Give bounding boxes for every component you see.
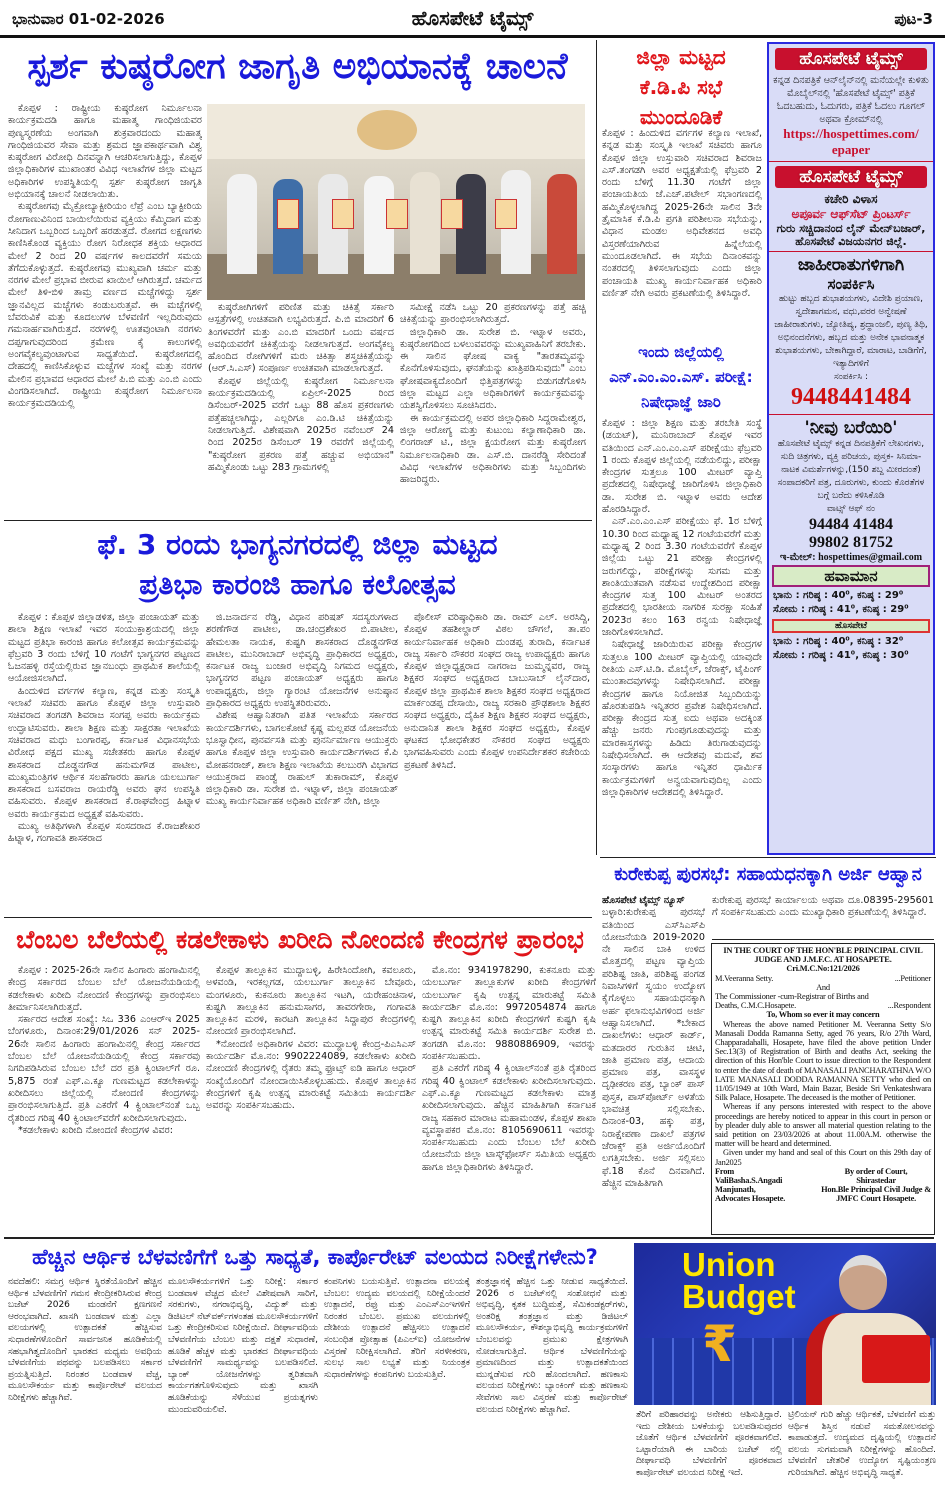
respondent: The Commissioner -cum-Registrar of Births and Deaths, C.M.C.Hosapete.: [715, 992, 869, 1011]
from-label: From: [715, 1166, 735, 1176]
article2-column-2: [206, 612, 398, 914]
briefcase-icon: [862, 1335, 930, 1383]
petitioner: M.Veeranna Setty.: [715, 973, 774, 983]
byline: ಹೊಸಪೇಟೆ ಟೈಮ್ಸ್ ನ್ಯೂಸ್: [602, 895, 685, 906]
nmms-headline: [600, 340, 762, 415]
order-line: By order of Court,: [844, 1166, 908, 1176]
headline-line: ಕೆ.ಡಿ.ಪಿ ಸಭೆ: [639, 75, 723, 99]
headline-line: ಪ್ರತಿಭಾ ಕಾರಂಜಿ ಹಾಗೂ ಕಲೋತ್ಸವ: [139, 568, 456, 601]
ads-text: ಹುಟ್ಟು ಹಬ್ಬದ ಶುಭಾಶಯಗಳು, ವಿದೇಶಿ ಪ್ರಯಾಣ, ಸ್ವದೇಶಾಗಮನ, ವಧು,ವರರ ಅನ್ವೇಷಣೆ ಜಾಹೀರಾತುಗಳು, ಜ್ಯೋತಿಷ್ಯ, ಶ್ರದ್ಧಾಂಜಲಿ, ಪುಣ್ಯ ತಿಥಿ, ಅಭಿನಂದನೆಗಳು, ಹಬ್ಬದ ಮತ್ತು ಅನೇಕ ಭಾವನಾತ್ಮಕ ಶುಭಾಶಯಗಳು, ಬೇಕಾಗಿದ್ದಾರೆ, ಮಾರಾಟ, ಬಾಡಿಗೆಗೆ, ಇತ್ಯಾದಿಗಳಿಗೆ: [774, 294, 928, 369]
sidebar-ads: [767, 42, 935, 855]
article2-headline: [0, 525, 595, 605]
weather-row: ಸೋಮ : ಗರಿಷ್ಠ : 41⁰, ಕನಿಷ್ಠ : 29⁰: [773, 604, 909, 615]
issue-date: ಭಾನುವಾರ 01-02-2026: [12, 10, 165, 28]
budget-title: Union Budget: [682, 1246, 796, 1315]
headline-line: ಎನ್.ಎಂ.ಎಂ.ಎಸ್. ಪರೀಕ್ಷೆ:: [609, 368, 753, 386]
weather-row: ಭಾನು : ಗರಿಷ್ಠ : 40⁰, ಕನಿಷ್ಠ : 32⁰: [773, 636, 904, 647]
paragraph: Whereas the above named Petitioner M. Veeranna Setty S/o Manasali Dodda Ramanna Setty, aged 76 years, R/o 27th Ward, Chapparadahalli, Hosapete, have filed the above petition Under Sec.13(3) of Registration of Birth and deaths Act, seeking the direction of this Hon'ble Court to issue direction to the Respondent to enter the date of death of MANASALI PANCHARATHNA W/O LATE MANASALI DODDA RAMANNA SETTY who died on 11/05/1949 at 10th Ward, Main Bazar, Beside Sri Venkateshwara Silk Palace, Hosapete. The deceased is the mother of Petitioner.: [715, 1019, 931, 1103]
paragraph: ಪೊಲೀಸ್ ವರಿಷ್ಠಾಧಿಕಾರಿ ಡಾ. ರಾಮ್ ಎಲ್. ಅರಸಿದ್ದಿ, ಕೊಪ್ಪಳ ತಹಶೀಲ್ದಾರ್ ವಿಠಲ ಚೌಗಲೆ, ತಾ.ಪಂ ಕಾರ್ಯನಿರ್ವಾಹಕ ಅಧಿಕಾರಿ ದುಂಡಪ್ಪ ತುರಾದಿ, ಕರ್ನಾಟಕ ರಾಜ್ಯ ಸರ್ಕಾರಿ ನೌಕರರ ಸಂಘದ ರಾಜ್ಯ ಉಪಾಧ್ಯಕ್ಷರು ಹಾಗೂ ಕೊಪ್ಪಳ ಜಿಲ್ಲಾಧ್ಯಕ್ಷರಾದ ನಾಗರಾಜ ಜುಮ್ಮನ್ನವರ, ರಾಜ್ಯ ಶಿಕ್ಷಕರ ಸಂಘದ ಅಧ್ಯಕ್ಷರಾದ ಬಾಬುಸಾಬ್ ಲೈನ್‌ದಾರ, ಕೊಪ್ಪಳ ಜಿಲ್ಲಾ ಪ್ರಾಥಮಿಕ ಶಾಲಾ ಶಿಕ್ಷಕರ ಸಂಘದ ಅಧ್ಯಕ್ಷರಾದ ಮಾರ್ಕಂಡಪ್ಪ ದೇಸಾಯಿ, ರಾಜ್ಯ ಸರಕಾರಿ ಪ್ರೌಢಶಾಲಾ ಶಿಕ್ಷಕರ ಸಂಘದ ಅಧ್ಯಕ್ಷರು, ದೈಹಿಕ ಶಿಕ್ಷಣ ಶಿಕ್ಷಕರ ಸಂಘದ ಅಧ್ಯಕ್ಷರು, ಅನುದಾನಿತ ಶಾಲಾ ಶಿಕ್ಷಕರ ಸಂಘದ ಅಧ್ಯಕ್ಷರು, ಕೊಪ್ಪಳ ಘಟಕದ ಭೋಧಕೇತರ ನೌಕರರ ಸಂಘದ ಅಧ್ಯಕ್ಷರು ಭಾಗವಹಿಸುವರು ಎಂದು ಕೊಪ್ಪಳ ಉಪನಿರ್ದೇಶಕರ ಕಚೇರಿಯ ಪ್ರಕಟಣೆ ತಿಳಿಸಿದೆ.: [404, 612, 590, 771]
divider: [769, 161, 933, 162]
paragraph: ಕುರೇಕುಪ್ಪ ಪುರಸಭೆ ಕಾರ್ಯಾಲಯ ಅಥವಾ ದೂ.08395-295601 ಗೆ ಸಂಪರ್ಕಿಸಬಹುದು ಎಂದು ಮುಖ್ಯಾಧಿಕಾರಿ ಪ್ರಕಟಣೆಯಲ್ಲಿ ತಿಳಿಸಿದ್ದಾರೆ.: [712, 895, 934, 919]
article4-column-6: ಟ್ರಿಲಿಯನ್ ಗುರಿ ಹೆಚ್ಚು ಆರ್ಥಿಕತೆ, ಬೆಳವಣಿಗೆ ಮತ್ತು ಆರ್ಥಿಕ ಶಿಸ್ತಿನ ನಡುವೆ ಸಮತೋಲನವನ್ನು ಕಾಪಾಡುತ್ತದೆ. ಉದ್ಯಮದ ದೃಷ್ಟಿಯಲ್ಲಿ ಉತ್ಪಾದನೆ ವಲಯ ಸುಗಮವಾಗಿ ನಿರೀಕ್ಷೆಗಳನ್ನು ಹೊಂದಿದೆ. ಬೆಳವಣಿಗೆ ಚೇತರಿಕೆ ಉದ್ಯೋಗ ಸೃಷ್ಟಿಯಂತ್ರಣ ಗುರಿಯಾಗಿದೆ. ಹೆಚ್ಚಿನ ಅಭಿವೃದ್ಧಿ ಸಾಧ್ಯತೆ.: [788, 1410, 936, 1478]
paragraph: ಕೊಪ್ಪಳ : ಕೊಪ್ಪಳ ಜಿಲ್ಲಾಡಳಿತ, ಜಿಲ್ಲಾ ಪಂಚಾಯತ್ ಮತ್ತು ಶಾಲಾ ಶಿಕ್ಷಣ ಇಲಾಖೆ ಇವರ ಸಂಯುಕ್ತಾಶ್ರಯದಲ್ಲಿ ಜಿಲ್ಲಾ ಮಟ್ಟದ ಪ್ರತಿಭಾ ಕಾರಂಜಿ ಹಾಗೂ ಕಲೋತ್ಸವ ಕಾರ್ಯಕ್ರಮವನ್ನು ಫೆಬ್ರವರಿ 3 ರಂದು ಬೆಳಿಗ್ಗೆ 10 ಗಂಟೆಗೆ ಭಾಗ್ಯನಗರ ಪಟ್ಟಣದ ಓಜನಹಳ್ಳಿ ರಸ್ತೆಯಲ್ಲಿರುವ ಜ್ಞಾನಬಂಧು ಪ್ರಾಥಮಿಕ ಶಾಲೆಯಲ್ಲಿ ಆಯೋಜಿಸಲಾಗಿದೆ.: [8, 612, 200, 685]
paragraph: ಕೊಪ್ಪಳ : ರಾಷ್ಟ್ರೀಯ ಕುಷ್ಠರೋಗ ನಿರ್ಮೂಲನಾ ಕಾರ್ಯಕ್ರಮದಡಿ ಹಾಗೂ ಮಹಾತ್ಮ ಗಾಂಧಿಜಿಯವರ ಪುಣ್ಯಸ್ಮರಣೆಯ ಅಂಗವಾಗಿ ಶುಕ್ರವಾರದಂದು ಮಹಾತ್ಮ ಗಾಂಧಿಜಿಯವರ ಸೇವಾ ಮತ್ತು ಶ್ರಮದ ಜ್ಞಾಪಕಾರ್ಥವಾಗಿ ವಿಶ್ವ ಕುಷ್ಠರೋಗ ವಿರೋಧಿ ದಿನವನ್ನಾಗಿ ಆಚರಿಸಲಾಗುತ್ತಿದ್ದು, ಕೊಪ್ಪಳ ಜಿಲ್ಲಾಧಿಕಾರಿಗಳ ಮುಖಾಂತರ ವಿವಿಧ ಇಲಾಖೆಗಳ ಜಿಲ್ಲಾ ಮಟ್ಟದ ಅಧಿಕಾರಿಗಳ ಉಪಸ್ಥಿತಿಯಲ್ಲಿ ಸ್ಪರ್ಶ ಕುಷ್ಠರೋಗ ಜಾಗೃತಿ ಅಭಿಯಾನಕ್ಕೆ ಚಾಲನೆ ನೀಡಲಾಯಿತು.: [8, 103, 202, 201]
headline-line: ಫೆ. 3 ರಂದು ಭಾಗ್ಯನಗರದಲ್ಲಿ ಜಿಲ್ಲಾ ಮಟ್ಟದ: [97, 528, 498, 561]
page-header: [0, 0, 945, 38]
weather-city: ಹೊಸಪೇಟೆ: [772, 619, 930, 633]
kdp-headline: [600, 42, 762, 132]
article2-column-3: [404, 612, 590, 914]
case-number: Cri.M.C.No:121/2026: [786, 964, 860, 974]
paragraph: ಬಳ್ಳಾರಿ:ಕುರೇಕುಪ್ಪ ಪುರಸಭೆ ವತಿಯಿಂದ ಎಸ್‌ಸಿಎಸ್‌ಪಿ ಯೋಜನೆಯಡಿ 2019-2020 ನೇ ಸಾಲಿನ ಬಾಕಿ ಉಳಿದ ಮೊತ್ತದಲ್ಲಿ ಪಟ್ಟಣ ವ್ಯಾಪ್ತಿಯ ಪರಿಶಿಷ್ಟ ಜಾತಿ, ಪರಿಶಿಷ್ಟ ಪಂಗಡ ನಿವಾಸಿಗಳಿಗೆ ಸ್ವಯಂ ಉದ್ಯೋಗ ಕೈಗೊಳ್ಳಲು ಸಹಾಯಧನಕ್ಕಾಗಿ ಅರ್ಹ ಫಲಾನುಭವಿಗಳಿಂದ ಅರ್ಜಿ ಆಹ್ವಾನಿಸಲಾಗಿದೆ. *ಬೇಕಾದ ದಾಖಲೆಗಳು: ಆಧಾರ್ ಕಾರ್ಡ್, ಮತದಾರರ ಗುರುತಿನ ಚೀಟಿ, ಜಾತಿ ಪ್ರಮಾಣ ಪತ್ರ, ಆದಾಯ ಪ್ರಮಾಣ ಪತ್ರ, ವಾಸಸ್ಥಳ ದೃಢೀಕರಣ ಪತ್ರ, ಬ್ಯಾಂಕ್ ಪಾಸ್ ಪುಸ್ತಕ, ಪಾಸ್‌ಪೋರ್ಟ್ ಅಳತೆಯ ಭಾವಚಿತ್ರ ಸಲ್ಲಿಸಬೇಕು. ದಿನಾಂಕ-03, ಹಕ್ಕು ಪತ್ರ, ನಿರಾಕ್ಷೇಪಣಾ ದಾಖಲೆ ಪತ್ರಗಳ ಜೆರಾಕ್ಸ್ ಪ್ರತಿ ಅರ್ಜಿಯೊಂದಿಗೆ ಲಗತ್ತಿಸಬೇಕು. ಅರ್ಜಿ ಸಲ್ಲಿಸಲು ಫೆ.18 ಕೊನೆ ದಿನವಾಗಿದೆ. ಹೆಚ್ಚಿನ ಮಾಹಿತಿಗಾಗಿ: [602, 907, 705, 1189]
article3-column-3: [422, 965, 596, 1230]
whatsapp-label: ವಾಟ್ಸ್ ಆಫ್ ನಂ: [827, 504, 875, 514]
paragraph: ಕೊಪ್ಪಳ : ಜಿಲ್ಲಾ ಶಿಕ್ಷಣ ಮತ್ತು ತರಬೇತಿ ಸಂಸ್ಥೆ (ಡಯಟ್), ಮುನಿರಾಬಾದ್ ಕೊಪ್ಪಳ ಇವರ ವತಿಯಿಂದ ಎನ್.ಎಂ.ಎಂ.ಎಸ್ ಪರೀಕ್ಷೆಯು ಫೆಬ್ರವರಿ 1 ರಂದು ಕೊಪ್ಪಳ ಜಿಲ್ಲೆಯಲ್ಲಿ ನಡೆಯಲಿದ್ದು, ಪರೀಕ್ಷಾ ಕೇಂದ್ರಗಳ ಸುತ್ತಲೂ 100 ಮೀಟರ್ ವ್ಯಾಪ್ತಿ ಪ್ರದೇಶದಲ್ಲಿ ನಿಷೇಧಾಜ್ಞೆ ಜಾರಿಗೊಳಿಸಿ ಜಿಲ್ಲಾಧಿಕಾರಿ ಡಾ. ಸುರೇಶ ಬಿ. ಇಟ್ನಾಳ ಅವರು ಆದೇಶ ಹೊರಡಿಸಿದ್ದಾರೆ.: [602, 418, 762, 516]
divider: [4, 1237, 934, 1239]
article1-photo: [207, 104, 585, 300]
order-line: JMFC Court Hosapete.: [836, 1194, 917, 1204]
order-line: Hon.Ble Principal Civil Judge &: [821, 1185, 931, 1195]
article1-column-2: [208, 302, 394, 515]
paragraph: *ಕಡಲೇಕಾಳು ಖರೀದಿ ನೋಂದಣಿ ಕೇಂದ್ರಗಳ ವಿವರ:: [18, 1124, 173, 1136]
paragraph: ಕೊಪ್ಪಳ ತಾಲ್ಲೂಕಿನ ಮುದ್ದಾಬಳ್ಳಿ, ಹಿರೇಸಿಂದೋಗಿ, ಕವಲೂರು, ಅಳವಂಡಿ, ಇರಕಲ್ಲಗಡ, ಯಲಬುರ್ಗಾ ತಾಲ್ಲೂಕಿನ ಬೇವೂರು, ಮಂಗಳೂರು, ಕುಕನೂರು ತಾಲ್ಲೂಕಿನ ಇಟಗಿ, ಯರೇಹಂಚಿನಾಳ, ಕುಷ್ಟಗಿ ತಾಲ್ಲೂಕಿನ ಹನುಮಸಾಗರ, ತಾವರಗೇರಾ, ಗಂಗಾವತಿ ತಾಲ್ಲೂಕಿನ ಮರಳಿ, ಕಾರಟಗಿ ತಾಲ್ಲೂಕಿನ ಸಿದ್ದಾಪುರ ಕೇಂದ್ರಗಳಲ್ಲಿ ನೋಂದಣಿ ಪ್ರಾರಂಭಿಸಲಾಗಿದೆ.: [206, 965, 416, 1038]
paragraph: ಕುಷ್ಠರೋಗವು ಮೈಕ್ರೋಬ್ಯಾಕ್ಟೀರಿಯಂ ಲೆಪ್ರೆ ಎಂಬ ಬ್ಯಾಕ್ಟೀರಿಯ ರೋಗಾಣುವಿನಿಂದ ಬಾಯಿಲೆಯಿರುವ ವ್ಯಕ್ತಿಯು ಕೆಮ್ಮಿದಾಗ ಮತ್ತು ಸೀನಿದಾಗ ಒಬ್ಬರಿಂದ ಒಬ್ಬರಿಗೆ ಹರಡುತ್ತದೆ. ರೋಗದ ಲಕ್ಷಣಗಳು ಕಾಣಿಸಿಕೊಂಡ ವ್ಯಕ್ತಿಯು ರೋಗ ನಿರೋಧಕ ಶಕ್ತಿಯ ಆಧಾರದ ಮೇಲೆ 2 ರಿಂದ 20 ವರ್ಷಗಳ ಕಾಲದವರೆಗೆ ಸಮಯ ತೆಗೆದುಕೊಳ್ಳುತ್ತದೆ. ಕುಷ್ಠರೋಗವು ಮುಖ್ಯವಾಗಿ ಚರ್ಮ ಮತ್ತು ನರಗಳ ಮೇಲೆ ಪ್ರಭಾವ ಬೀರುವ ಖಾಯಿಲೆ ಆಗಿರುತ್ತದೆ. ಚರ್ಮದ ಮೇಲೆ ತಿಳಿ-ಬಿಳಿ ತಾಮ್ರ ವರ್ಣದ ಮಚ್ಚೆಗಳಿದ್ದು ಸ್ಪರ್ಶ ಜ್ಞಾನವಿಲ್ಲದ ಮಚ್ಚೆಗಳು ಕಂಡುಬರುತ್ತವೆ. ಈ ಮಚ್ಚೆಗಳಲ್ಲಿ ಬೆವರುವಿಕೆ ಮತ್ತು ಕೂದಲುಗಳ ಬೆಳವಣಿಗೆ ಇಲ್ಲದಿರುವುದು ಗಮನಾರ್ಹವಾಗಿರುತ್ತದೆ. ನರಗಳಲ್ಲಿ ಊತವುಂಟಾಗಿ ನರಗಳು ದಪ್ಪಗಾಗುವುದರಿಂದ ಕ್ರಮೇಣ ಕೈ ಕಾಲುಗಳಲ್ಲಿ ಅಂಗವೈಕಲ್ಯವುಂಟಾಗುವ ಸಾಧ್ಯತೆಯಿದೆ. ಕುಷ್ಠರೋಗದಲ್ಲಿ ದೇಹದಲ್ಲಿ ಕಾಣಿಸಿಕೊಳ್ಳುವ ಮಚ್ಚೆಗಳ ಸಂಖ್ಯೆ ಮತ್ತು ನರಗಳ ಮೇಲಿನ ಪ್ರಭಾವದ ಆಧಾರದ ಮೇಲೆ ಪಿ.ಬಿ ಮತ್ತು ಎಂ.ಬಿ ಎಂದು ವಿಂಗಡಿಸಲಾಗಿದೆ. ರಾಷ್ಟ್ರೀಯ ಕುಷ್ಠರೋಗ ನಿರ್ಮೂಲನಾ ಕಾರ್ಯಕ್ರಮದಡಿಯಲ್ಲಿ: [8, 201, 202, 410]
paragraph: ಜಿಲ್ಲಾಧಿಕಾರಿ ಡಾ. ಸುರೇಶ ಬಿ. ಇಟ್ನಾಳ ಅವರು, ಕುಷ್ಠರೋಗದಿಂದ ಬಳಲುವವರನ್ನು ಮುಖ್ಯವಾಹಿನಿಗೆ ತರಬೇಕು. ಈ ಸಾಲಿನ ಘೋಷ ವಾಕ್ಯ "ತಾರತಮ್ಯವನ್ನು ಕೊನೆಗೊಳಿಸುವುದು, ಘನತೆಯನ್ನು ಖಾತ್ರಿಪಡಿಸುವುದು" ಎಂಬ ಘೋಷವಾಕ್ಯದೊಂದಿಗೆ ಭಿತ್ತಿಪತ್ರಗಳನ್ನು ಬಿಡುಗಡೆಗೊಳಿಸಿ ಜಿಲ್ಲಾ ಮಟ್ಟದ ಎಲ್ಲಾ ಅಧಿಕಾರಿಗಳಿಗೆ ಕಾರ್ಯಕ್ರಮವನ್ನು ಯಶಸ್ವಿಗೊಳಿಸಲು ಸೂಚಿಸಿದರು.: [400, 326, 586, 412]
paragraph: ನಿಷೇಧಾಜ್ಞೆ ಜಾರಿಯಿರುವ ಪರೀಕ್ಷಾ ಕೇಂದ್ರಗಳ ಸುತ್ತಲೂ 100 ಮೀಟರ್ ವ್ಯಾಪ್ತಿಯಲ್ಲಿ ಯಾವುದೇ ರೀತಿಯ ಎಸ್.ಟಿ.ಡಿ. ಮೊಬೈಲ್, ಜೆರಾಕ್ಸ್, ಟೈಪಿಂಗ್ ಮುಂತಾದವುಗಳನ್ನು ನಿಷೇಧಿಸಲಾಗಿದೆ. ಪರೀಕ್ಷಾ ಕೇಂದ್ರಗಳ ಹಾಗೂ ನಿಯೋಜಿತ ಸಿಬ್ಬಂದಿಯನ್ನು ಹೊರತುಪಡಿಸಿ ಇನ್ನಿತರರ ಪ್ರವೇಶ ನಿಷೇಧಿಸಲಾಗಿದೆ. ಪರೀಕ್ಷಾ ಕೇಂದ್ರದ ಸುತ್ತ ಐದು ಅಥವಾ ಅದಕ್ಕಿಂತ ಹೆಚ್ಚು ಜನರು ಗುಂಪುಗೂಡುವುದನ್ನು ಮತ್ತು ಮಾರಕಾಸ್ತ್ರಗಳನ್ನು ಹಿಡಿದು ತಿರುಗಾಡುವುದನ್ನು ನಿಷೇಧಿಸಲಾಗಿದೆ. ಈ ಆದೇಶವು ಮದುವೆ, ಶವ ಸಂಸ್ಕಾರಗಳು ಹಾಗೂ ಇನ್ನಿತರ ಧಾರ್ಮಿಕ ಕಾರ್ಯಕ್ರಮಗಳಿಗೆ ಅನ್ವಯವಾಗುವುದಿಲ್ಲ ಎಂದು ಜಿಲ್ಲಾಧಿಕಾರಿಗಳ ಆದೇಶದಲ್ಲಿ ತಿಳಿಸಿದ್ದಾರೆ.: [602, 639, 762, 798]
write-title: 'ನೀವು ಬರೆಯಿರಿ': [804, 418, 898, 438]
office-address: ಗುರು ಸಚ್ಚಿದಾನಂದ ಲೈನ್ ಮೇನ್‌ಬಜಾರ್, ಹೊಸಪೇಟೆ ವಿಜಯನಗರ ಜಿಲ್ಲೆ.: [776, 222, 926, 248]
kurekuppa-headline: ಕುರೇಕುಪ್ಪ ಪುರಸಭೆ: ಸಹಾಯಧನಕ್ಕಾಗಿ ಅರ್ಜಿ ಆಹ್ವಾನ: [614, 864, 922, 885]
phone-1: 94484 41484: [809, 516, 893, 533]
order-line: Shirastedar: [856, 1176, 896, 1186]
advocate: Manjunath,: [715, 1185, 756, 1195]
and-label: And: [816, 982, 830, 992]
brand-logo: ಹೊಸಪೇಟೆ ಟೈಮ್ಸ್: [775, 48, 927, 70]
union-budget-image: [634, 1243, 936, 1405]
article4-column-3: ಕಂಪನಿಗಳು ಬಯಸುತ್ತಿವೆ. ಉತ್ಪಾದನಾ ವಲಯಕ್ಕೆ ಬೆಂಬಲ: ಉದ್ಯಮ ವಲಯದಲ್ಲಿ ನಿರೀಕ್ಷೆಯೆಂದರೆ ಉತ್ಪಾದನೆ, ರಫ್ತು ಮತ್ತು ಎಂಎಸ್‌ಎಂಇಗಳಿಗೆ ನಿರಂತರ ಬೆಂಬಲ. ಪ್ರಮುಖ ವಲಯಗಳಲ್ಲಿ ದೇಶೀಯ ಉತ್ಪಾದನೆ ಹೆಚ್ಚಿಸಲು ಉತ್ಪಾದನೆ ಸಂಬಂಧಿತ ಪ್ರೋತ್ಸಾಹ (ಪಿಎಲ್‌ಐ) ಯೋಜನೆಗಳ ವಿಸ್ತರಣೆ ನಿರೀಕ್ಷಿಸಲಾಗಿದೆ. ತೆರಿಗೆ ಸರಳೀಕರಣ, ಸುಲಭ ಸಾಲ ಲಭ್ಯತೆ ಮತ್ತು ನಿಯಂತ್ರಕ ಸುಧಾರಣೆಗಳನ್ನು ಕಂಪನಿಗಳು ಬಯಸುತ್ತಿವೆ.: [324, 1277, 470, 1380]
divider: [712, 939, 934, 940]
write-text: ಹೊಸಪೇಟೆ ಟೈಮ್ಸ್ ಕನ್ನಡ ದಿನಪತ್ರಿಕೆಗೆ ಲೇಖನಗಳು, ಸುದಿ ಚಿತ್ರಗಳು, ವ್ಯಕ್ತಿ ಪರಿಚಯ, ಪುಸ್ತಕ- ಸಿನಿಮಾ-ನಾಟಕ ವಿಮರ್ಶೆಗಳನ್ನು,(150 ಶಬ್ದ ಮೀರದಂತೆ) ಸಂಪಾದಕರಿಗೆ ಪತ್ರ, ದೂರುಗಳು, ಕುಂದು ಕೊರತೆಗಳ ಬಗ್ಗೆ ಬರೆದು ಕಳಿಸಿಕೊಡಿ: [777, 439, 925, 501]
divider: [4, 917, 592, 918]
article4-headline: ಹೆಚ್ಚಿನ ಆರ್ಥಿಕ ಬೆಳವಣಿಗೆಗೆ ಒತ್ತು ಸಾಧ್ಯತೆ, ಕಾರ್ಪೊರೇಟ್ ವಲಯದ ನಿರೀಕ್ಷೆಗಳೇನು?: [32, 1245, 598, 1269]
addressee: To, Whom so ever it may concern: [766, 1010, 880, 1020]
paragraph: ಕುಷ್ಠರೋಗಿಗಳಿಗೆ ಪರಿಣಿತ ಮತ್ತು ಚಿಕಿತ್ಸೆ ಸರ್ಕಾರಿ ಆಸ್ಪತ್ರೆಗಳಲ್ಲಿ ಉಚಿತವಾಗಿ ಲಭ್ಯವಿರುತ್ತದೆ. ಪಿ.ಬಿ ಮಾದರಿಗೆ 6 ತಿಂಗಳವರೆಗೆ ಮತ್ತು ಎಂ.ಬಿ ಮಾದರಿಗೆ ಒಂದು ವರ್ಷದ ಅವಧಿಯವರೆಗೆ ಚಿಕಿತ್ಸೆಯನ್ನು ನೀಡಲಾಗುತ್ತದೆ. ಅಂಗವೈಕಲ್ಯ ಹೊಂದಿದ ರೋಗಿಗಳಿಗೆ ಮರು ಚಿಕಿತ್ಸಾ ಶಸ್ತ್ರಚಿಕಿತ್ಸೆಯನ್ನು (ಆರ್.ಸಿ.ಎಸ್) ಸಂಪೂರ್ಣ ಉಚಿತವಾಗಿ ಮಾಡಲಾಗುತ್ತದೆ.: [208, 302, 394, 375]
article4-column-4: ತಂತ್ರಜ್ಞಾನಕ್ಕೆ ಹೆಚ್ಚಿನ ಒತ್ತು ನೀಡುವ ಸಾಧ್ಯತೆಯಿದೆ. 2026 ರ ಬಜೆಟ್‌ನಲ್ಲಿ ಸಂಶೋಧನೆ ಮತ್ತು ಅಭಿವೃದ್ಧಿ, ಕೃತಕ ಬುದ್ಧಿಮತ್ತೆ, ಸೆಮಿಕಂಡಕ್ಟರ್‌ಗಳು, ಅಂತರಿಕ್ಷ ತಂತ್ರಜ್ಞಾನ ಮತ್ತು ಡಿಜಿಟಲ್ ಮೂಲಸೌಕರ್ಯ, ಕೌಶಲ್ಯಾಭಿವೃದ್ಧಿ ಕಾರ್ಯಕ್ರಮಗಳಿಗೆ ಬೆಂಬಲವನ್ನು ಪ್ರಮುಖ ಕ್ಷೇತ್ರಗಳಾಗಿ ನೋಡಲಾಗುತ್ತಿದೆ. ಆರ್ಥಿಕ ಬೆಳವಣಿಗೆಯನ್ನು ಪ್ರಮಾಣದಿಂದ ಮತ್ತು ಉತ್ಪಾದಕತೆಯಿಂದ ಮುನ್ನಡೆಸುವ ಗುರಿ ಹೊಂದಲಾಗಿದೆ. ಹಣಕಾಸು ವಲಯದ ನಿರೀಕ್ಷೆಗಳು: ಬ್ಯಾಂಕಿಂಗ್ ಮತ್ತು ಹಣಕಾಸು ಸೇವೆಗಳು ಸಾಲ ವಿಸ್ತರಣೆ ಮತ್ತು ಕಾರ್ಪೊರೇಟ್ ವಲಯದ ನಿರೀಕ್ಷೆಗಳು ಹೆಚ್ಚಾಗಿವೆ.: [476, 1277, 628, 1415]
headline-line: ಇಂದು ಜಿಲ್ಲೆಯಲ್ಲಿ: [638, 343, 724, 361]
article3-column-1: [8, 965, 200, 1230]
headline-line: ಜಿಲ್ಲಾ ಮಟ್ಟದ: [636, 45, 726, 69]
article1-headline: ಸ್ಪರ್ಶ ಕುಷ್ಠರೋಗ ಜಾಗೃತಿ ಅಭಿಯಾನಕ್ಕೆ ಚಾಲನೆ: [27, 46, 568, 87]
paragraph: ಪ್ರತಿ ಎಕರೆಗೆ ಗರಿಷ್ಠ 4 ಕ್ವಿಂಟಾಲ್‌ನಂತೆ ಪ್ರತಿ ರೈತರಿಂದ ಗರಿಷ್ಠ 40 ಕ್ವಿಂಟಾಲ್ ಕಡಲೇಕಾಳು ಖರೀದಿಸಲಾಗುವುದು. ಎಫ್.ಎ.ಕ್ಯೂ ಗುಣಮಟ್ಟದ ಕಡಲೇಕಾಳು ಮಾತ್ರ ಖರೀದಿಸಲಾಗುವುದು. ಹೆಚ್ಚಿನ ಮಾಹಿತಿಗಾಗಿ ಕರ್ನಾಟಕ ರಾಜ್ಯ ಸಹಕಾರ ಮಾರಾಟ ಮಹಾಮಂಡಳ, ಕೊಪ್ಪಳ ಶಾಖಾ ವ್ಯವಸ್ಥಾಪಕರ ಮೊ.ನಂ: 8105690611 ಇವರನ್ನು ಸಂಪರ್ಕಿಸಬಹುದು ಎಂದು ಬೆಂಬಲ ಬೆಲೆ ಖರೀದಿ ಯೋಜನೆಯ ಜಿಲ್ಲಾ ಟಾಸ್ಕ್‌ಫೋರ್ಸ್ ಸಮಿತಿಯ ಅಧ್ಯಕ್ಷರು ಹಾಗೂ ಜಿಲ್ಲಾಧಿಕಾರಿಗಳು ತಿಳಿಸಿದ್ದಾರೆ.: [422, 1063, 596, 1173]
article4-column-5: ತೆರಿಗೆ ಪರಿಹಾರವನ್ನು ಅನೇಕರು ಆಶಿಸುತ್ತಿದ್ದಾರೆ. ಇದು ದೇಶೀಯ ಬಳಕೆಯನ್ನು ಬಲಪಡಿಸುವುದರ ಜೊತೆಗೆ ಆರ್ಥಿಕ ಬೆಳವಣಿಗೆಗೆ ಪೂರಕವಾಗಲಿದೆ. ಒಟ್ಟಾರೆಯಾಗಿ ಈ ಬಾರಿಯ ಬಜೆಟ್ ನಲ್ಲಿ ದೀರ್ಘಾವಧಿ ಬೆಳವಣಿಗೆಗೆ ಪೂರಕವಾದ ಕಾರ್ಪೊರೇಟ್ ವಲಯದ ನಿರೀಕ್ಷೆ ಇದೆ.: [636, 1410, 782, 1478]
paragraph: ಸಮೀಕ್ಷೆ ನಡೆಸಿ ಒಟ್ಟು 20 ಪ್ರಕರಣಗಳನ್ನು ಪತ್ತೆ ಹಚ್ಚಿ ಚಿಕಿತ್ಸೆಯನ್ನು ಪ್ರಾರಂಭಿಸಲಾಗಿರುತ್ತದೆ.: [400, 302, 586, 326]
email: ಇ-ಮೇಲ್: hospettimes@gmail.com: [779, 552, 923, 563]
advocate: ValiBasha.S.Angadi: [715, 1176, 783, 1186]
paragraph: ಮುಖ್ಯ ಅತಿಥಿಗಳಾಗಿ ಕೊಪ್ಪಳ ಸಂಸದರಾದ ಕೆ.ರಾಜಶೇಖರ ಹಿಟ್ನಾಳ, ಗಂಗಾವತಿ ಶಾಸಕರಾದ: [8, 821, 200, 845]
kurekuppa-column-1: [602, 895, 705, 1230]
article2-column-1: [8, 612, 200, 914]
divider: [769, 251, 933, 252]
paragraph: ಕೊಪ್ಪಳ ಜಿಲ್ಲೆಯಲ್ಲಿ ಕುಷ್ಠರೋಗ ನಿರ್ಮೂಲನಾ ಕಾರ್ಯಕ್ರಮದಡಿಯಲ್ಲಿ ಏಪ್ರಿಲ್-2025 ರಿಂದ ಡಿಸೆಂಬರ್-2025 ವರೆಗೆ ಒಟ್ಟು 88 ಹೊಸ ಪ್ರಕರಣಗಳು ಪತ್ತೆಹಚ್ಚಲಾಗಿದ್ದು, ಎಲ್ಲರಿಗೂ ಎಂ.ಡಿ.ಟಿ ಚಿಕಿತ್ಸೆಯನ್ನು ನೀಡಲಾಗುತ್ತಿದೆ. ವಿಶೇಷವಾಗಿ 2025ರ ನವೆಂಬರ್ 24 ರಿಂದ 2025ರ ಡಿಸೆಂಬರ್ 19 ರವರೆಗೆ ಜಿಲ್ಲೆಯಲ್ಲಿ "ಕುಷ್ಠರೋಗ ಪ್ರಕರಣ ಪತ್ತೆ ಹಚ್ಚುವ ಅಭಿಯಾನ" ಹಮ್ಮಿಕೊಂಡು ಒಟ್ಟು 283 ಗ್ರಾಮಗಳಲ್ಲಿ: [208, 375, 394, 473]
article3-column-2: [206, 965, 416, 1230]
kdp-body: [602, 128, 762, 333]
ads-phone: 9448441484: [791, 384, 911, 410]
ads-subtitle: ಸಂಪರ್ಕಿಸಿ: [827, 275, 875, 293]
advocate: Advocates Hosapete.: [715, 1194, 786, 1204]
article4-column-2: ಮೂಲಸೌಕರ್ಯಗಳಿಗೆ ಒತ್ತು ನಿರೀಕ್ಷೆ: ಸರ್ಕಾರ ಬಂಡವಾಳ ವೆಚ್ಚದ ಮೇಲೆ ವಿಶೇಷವಾಗಿ ಸಾರಿಗೆ, ಸರಕುಗಳು, ನಗರಾಭಿವೃದ್ಧಿ, ವಿದ್ಯುತ್ ಮತ್ತು ಡಿಜಿಟಲ್ ನೆಟ್‌ವರ್ಕ್‌ಗಳಂತಹ ಮೂಲಸೌಕರ್ಯಗಳಿಗೆ ಒತ್ತು ಕೇಂದ್ರೀಕರಿಸುವ ನಿರೀಕ್ಷೆಯಿದೆ. ದೀರ್ಘಾವಧಿಯ ಬೆಳವಣಿಗೆಯ ಬೆಂಬಲ ಮತ್ತು ದಕ್ಷತೆ ಸುಧಾರಣೆ, ಹೂಡಿಕೆ ಹೆಚ್ಚಳ ಮತ್ತು ಭಾರತದ ದೀರ್ಘಾವಧಿಯ ಬೆಳವಣಿಗೆಗೆ ಸಾಮರ್ಥ್ಯವನ್ನು ಬಲಪಡಿಸಲಿದೆ. ಬ್ಯಾಂಕ್ ಯೋಜನೆಗಳನ್ನು ತ್ವರಿತವಾಗಿ ಕಾರ್ಯಗತಗೊಳಿಸುವುದು ಮತ್ತು ಖಾಸಗಿ ಹೂಡಿಕೆಯನ್ನು ಸೆಳೆಯುವ ಪ್ರಯತ್ನಗಳು ಮುಂದುವರಿಯಲಿವೆ.: [168, 1277, 318, 1415]
epaper-text: ಕನ್ನಡ ದಿನಪತ್ರಿಕೆ ಆನ್‌ಲೈನ್‌ನಲ್ಲಿ ಮನೆಯಲ್ಲೇ ಕುಳಿತು ಮೊಬೈಲ್‌ನಲ್ಲಿ 'ಹೊಸಪೇಟೆ ಟೈಮ್ಸ್' ಪತ್ರಿಕೆ ಓದಬಹುದು, ಓದುಗರು, ಪತ್ರಿಕೆ ಓದಲು ಗೂಗಲ್ ಅಥವಾ ಕ್ರೋಮ್‌ನಲ್ಲಿ: [773, 75, 929, 125]
respondent-role: ...Respondent: [887, 1001, 931, 1011]
rupee-icon: ₹: [702, 1315, 737, 1373]
weather-title: ಹವಾಮಾನ: [772, 565, 930, 587]
paragraph: ಹಿಂದುಳಿದ ವರ್ಗಗಳ ಕಲ್ಯಾಣ, ಕನ್ನಡ ಮತ್ತು ಸಂಸ್ಕೃತಿ ಇಲಾಖೆ ಸಚಿವರು ಹಾಗೂ ಕೊಪ್ಪಳ ಜಿಲ್ಲಾ ಉಸ್ತುವಾರಿ ಸಚಿವರಾದ ತಂಗಡಗಿ ಶಿವರಾಜ ಸಂಗಪ್ಪ ಅವರು ಕಾರ್ಯಕ್ರಮ ಉದ್ಘಾಟಿಸುವರು. ಶಾಲಾ ಶಿಕ್ಷಣ ಮತ್ತು ಸಾಕ್ಷರತಾ ಇಲಾಖೆಯ ಸಚಿವರಾದ ಮಧು ಬಂಗಾರಪ್ಪ, ಕರ್ನಾಟಕ ವಿಧಾನಸಭೆಯ ವಿರೋಧ ಪಕ್ಷದ ಮುಖ್ಯ ಸಚೇತಕರು ಹಾಗೂ ಕೊಪ್ಪಳ ಶಾಸಕರಾದ ದೊಡ್ಡನಗೌಡ ಹನುಮಗೌಡ ಪಾಟೀಲ, ಮುಖ್ಯಮಂತ್ರಿಗಳ ಆರ್ಥಿಕ ಸಲಹೆಗಾರರು ಹಾಗೂ ಯಲಬುರ್ಗಾ ಶಾಸಕರಾದ ಬಸವರಾಜ ರಾಯರೆಡ್ಡಿ ಅವರು ಘನ ಉಪಸ್ಥಿತಿ ವಹಿಸುವರು. ಕೊಪ್ಪಳ ಶಾಸಕರಾದ ಕೆ.ರಾಘವೇಂದ್ರ ಹಿಟ್ನಾಳ ಅವರು ಕಾರ್ಯಕ್ರಮದ ಅಧ್ಯಕ್ಷತೆ ವಹಿಸುವರು.: [8, 685, 200, 820]
paragraph: Given under my hand and seal of this Court on this 29th day of Jan2025: [715, 1148, 931, 1167]
paragraph: ಈ ಕಾರ್ಯಕ್ರಮದಲ್ಲಿ ಅಪರ ಜಿಲ್ಲಾಧಿಕಾರಿ ಸಿದ್ದರಾಮೇಶ್ವರ, ಜಿಲ್ಲಾ ಆರೋಗ್ಯ ಮತ್ತು ಕುಟುಂಬ ಕಲ್ಯಾಣಾಧಿಕಾರಿ ಡಾ. ಲಿಂಗರಾಜ್ ಟಿ., ಜಿಲ್ಲಾ ಕ್ಷಯರೋಗ ಮತ್ತು ಕುಷ್ಠರೋಗ ನಿರ್ಮೂಲನಾಧಿಕಾರಿ ಡಾ. ಎಸ್.ಬಿ. ದಾನರೆಡ್ಡಿ ಸೇರಿದಂತೆ ವಿವಿಧ ಇಲಾಖೆಗಳ ಅಧಿಕಾರಿಗಳು ಮತ್ತು ಸಿಬ್ಬಂದಿಗಳು ಹಾಜರಿದ್ದರು.: [400, 412, 586, 486]
brand-logo: ಹೊಸಪೇಟೆ ಟೈಮ್ಸ್: [775, 166, 927, 188]
weather-row: ಭಾನು : ಗರಿಷ್ಠ : 40⁰, ಕನಿಷ್ಠ : 29⁰: [773, 590, 904, 601]
paragraph: ವಿಶೇಷ ಆಹ್ವಾನಿತರಾಗಿ ಪತಿತ ಇಲಾಖೆಯ ಸರ್ಕಾರದ ಕಾರ್ಯದರ್ಶಿಗಳು, ಬಾಗಲಕೋಟೆ ಕೃಷ್ಣ ಮಲ್ಲಪಡ ಯೋಜನೆಯ ಭೂಸ್ವಾಧೀನ, ಪುನರ್ವಸತಿ ಮತ್ತು ಪುನರ್ನಿರ್ಮಾಣ ಆಯುಕ್ತರು ಹಾಗೂ ಕೊಪ್ಪಳ ಜಿಲ್ಲಾ ಉಸ್ತುವಾರಿ ಕಾರ್ಯದರ್ಶಿಗಳಾದ ಕೆ.ಪಿ ಮೋಹನರಾಜ್, ಶಾಲಾ ಶಿಕ್ಷಣ ಇಲಾಖೆಯ ಕಲಬುರಗಿ ವಿಭಾಗದ ಆಯುಕ್ತರಾದ ಪಾಂಡ್ವೆ ರಾಹುಲ್ ತುಕಾರಾಮ್, ಕೊಪ್ಪಳ ಜಿಲ್ಲಾಧಿಕಾರಿ ಡಾ. ಸುರೇಶ ಬಿ. ಇಟ್ನಾಳ್, ಜಿಲ್ಲಾ ಪಂಚಾಯತ್ ಮುಖ್ಯ ಕಾರ್ಯನಿರ್ವಾಹಕ ಅಧಿಕಾರಿ ವರ್ಣಿತ್ ನೇಗಿ, ಜಿಲ್ಲಾ: [206, 710, 398, 808]
petitioner-role: ...Petitioner: [894, 973, 931, 983]
article1-column-1: [8, 103, 202, 515]
ads-contact-label: ಸಂಪರ್ಕಿಸಿ :: [833, 372, 869, 382]
page-number: ಪುಟ-3: [894, 10, 933, 28]
paragraph: ಜಿ.ಜನಾರ್ದನ ರೆಡ್ಡಿ, ವಿಧಾನ ಪರಿಷತ್ ಸದಸ್ಯರುಗಳಾದ ಶರಣೆಗೌಡ ಪಾಟೀಲ, ಡಾ.ಚಂದ್ರಶೇಖರ ಬಿ.ಪಾಟೀಲ, ಹೇಮಲತಾ ನಾಯಕ, ಕುಷ್ಟಗಿ ಶಾಸಕರಾದ ದೊಡ್ಡನಗೌಡ ಪಾಟೀಲ, ಮುನಿರಾಬಾದ್ ಅಭಿವೃದ್ಧಿ ಪ್ರಾಧಿಕಾರದ ಅಧ್ಯಕ್ಷರು, ಕರ್ನಾಟಕ ರಾಜ್ಯ ಬಂಜಾರ ಅಭಿವೃದ್ಧಿ ನಿಗಮದ ಅಧ್ಯಕ್ಷರು, ಭಾಗ್ಯನಗರ ಪಟ್ಟಣ ಪಂಚಾಯತ್ ಅಧ್ಯಕ್ಷರು ಹಾಗೂ ಉಪಾಧ್ಯಕ್ಷರು, ಜಿಲ್ಲಾ ಗ್ಯಾರಂಟಿ ಯೋಜನೆಗಳ ಅನುಷ್ಠಾನ ಪ್ರಾಧಿಕಾರದ ಅಧ್ಯಕ್ಷರು ಉಪಸ್ಥಿತರಿರುವರು.: [206, 612, 398, 710]
printer-name: ಅಪೂರ್ವ ಆಫ್‌ಸೆಟ್ ಪ್ರಿಂಟರ್ಸ್: [791, 207, 911, 221]
paragraph: ಕೊಪ್ಪಳ : 2025-26ನೇ ಸಾಲಿನ ಹಿಂಗಾರು ಹಂಗಾಮಿನಲ್ಲಿ ಕೇಂದ್ರ ಸರ್ಕಾರದ ಬೆಂಬಲ ಬೆಲೆ ಯೋಜನೆಯಡಿಯಲ್ಲಿ ಕಡಲೇಕಾಳು ಖರೀದಿ ನೋಂದಣಿ ಕೇಂದ್ರಗಳನ್ನು ಪ್ರಾರಂಭಿಸಲು ತೀರ್ಮಾನಿಸಲಾಗಿರುತ್ತದೆ.: [8, 965, 200, 1013]
article3-headline: ಬೆಂಬಲ ಬೆಲೆಯಲ್ಲಿ ಕಡಲೇಕಾಳು ಖರೀದಿ ನೋಂದಣಿ ಕೇಂದ್ರಗಳ ಪ್ರಾರಂಭ: [16, 925, 584, 954]
divider: [4, 520, 592, 521]
court-name: IN THE COURT OF THE HON'BLE PRINCIPAL CIVIL JUDGE AND J.M.F.C. AT HOSAPETE.: [723, 946, 923, 965]
kurekuppa-column-2: [712, 895, 934, 933]
nmms-body: [602, 418, 762, 850]
paragraph: ಕೊಪ್ಪಳ : ಹಿಂದುಳಿದ ವರ್ಗಗಳ ಕಲ್ಯಾಣ ಇಲಾಖೆ, ಕನ್ನಡ ಮತ್ತು ಸಂಸ್ಕೃತಿ ಇಲಾಖೆ ಸಚಿವರು ಹಾಗೂ ಕೊಪ್ಪಳ ಜಿಲ್ಲಾ ಉಸ್ತುವಾರಿ ಸಚಿವರಾದ ಶಿವರಾಜ ಎಸ್.ತಂಗಡಗಿ ಅವರ ಅಧ್ಯಕ್ಷತೆಯಲ್ಲಿ ಫೆಬ್ರವರಿ 2 ರಂದು ಬೆಳಿಗ್ಗೆ 11.30 ಗಂಟೆಗೆ ಜಿಲ್ಲಾ ಪಂಚಾಯತಿಯ ಜೆ.ಎಚ್.ಪಟೇಲ್ ಸಭಾಂಗಣದಲ್ಲಿ ಹಮ್ಮಿಕೊಳ್ಳಲಾಗಿದ್ದ 2025-26ನೇ ಸಾಲಿನ 3ನೇ ತ್ರೈಮಾಸಿಕ ಕೆ.ಡಿ.ಪಿ ಪ್ರಗತಿ ಪರಿಶೀಲನಾ ಸಭೆಯನ್ನು, ವಿಧಾನ ಮಂಡಲ ಅಧಿವೇಶನದ ಅವಧಿ ವಿಸ್ತರಣೆಯಾಗಿರುವ ಹಿನ್ನೆಲೆಯಲ್ಲಿ ಮುಂದೂಡಲಾಗಿದೆ. ಈ ಸಭೆಯ ದಿನಾಂಕವನ್ನು ನಂತರದಲ್ಲಿ ತಿಳಿಸಲಾಗುವುದು ಎಂದು ಜಿಲ್ಲಾ ಪಂಚಾಯತಿ ಮುಖ್ಯ ಕಾರ್ಯನಿರ್ವಾಹಕ ಅಧಿಕಾರಿ ವರ್ಣಿತ್ ನೇಗಿ ಅವರು ಪ್ರಕಟಣೆಯಲ್ಲಿ ತಿಳಿಸಿದ್ದಾರೆ.: [602, 128, 762, 299]
weather-row: ಸೋಮ : ಗರಿಷ್ಠ : 41⁰, ಕನಿಷ್ಠ : 30⁰: [773, 650, 909, 661]
epaper-link[interactable]: https://hospettimes.com/ epaper: [783, 126, 919, 157]
ads-title: ಜಾಹೀರಾತುಗಳಿಗಾಗಿ: [797, 255, 905, 275]
headline-line: ಮುಂದೂಡಿಕೆ: [639, 105, 723, 129]
office-label: ಕಚೇರಿ ವಿಳಾಸ: [824, 192, 878, 206]
paragraph: ಮೊ.ನಂ: 9341978290, ಕುಕನೂರು ಮತ್ತು ಯಲಬುರ್ಗಾ ತಾಲ್ಲೂಕುಗಳ ಖರೀದಿ ಕೇಂದ್ರಗಳಿಗೆ ಯಲಬುರ್ಗಾ ಕೃಷಿ ಉತ್ಪನ್ನ ಮಾರುಕಟ್ಟೆ ಸಮಿತಿ ಕಾರ್ಯದರ್ಶಿ ಮೊ.ನಂ: 9972054874 ಹಾಗೂ ಕುಷ್ಟಗಿ ತಾಲ್ಲೂಕಿನ ಖರೀದಿ ಕೇಂದ್ರಗಳಿಗೆ ಕುಷ್ಟಗಿ ಕೃಷಿ ಉತ್ಪನ್ನ ಮಾರುಕಟ್ಟೆ ಸಮಿತಿ ಕಾರ್ಯದರ್ಶಿ ಸುರೇಶ ಬಿ. ತಂಗಡಗಿ ಮೊ.ನಂ: 9880886909, ಇವರನ್ನು ಸಂಪರ್ಕಿಸಬಹುದು.: [422, 965, 596, 1063]
phone-2: 99802 81752: [809, 534, 893, 551]
divider: [769, 414, 933, 415]
column-divider: [596, 40, 597, 855]
paragraph: Whereas if any persons interested with respect to the above proceedings are hereby noticed to appear in this court in person or by pleader duly able to answer all material question relating to the said petition on 23/03/2026 at about 11.00A.M. otherwise the matter will be heard and determined.: [715, 1102, 931, 1149]
court-notice: [711, 943, 935, 1235]
article1-column-3: [400, 302, 586, 515]
headline-line: ನಿಷೇಧಾಜ್ಞೆ ಜಾರಿ: [641, 393, 721, 411]
article4-column-1: ನವದೆಹಲಿ: ಸಮಗ್ರ ಆರ್ಥಿಕ ಸ್ಥಿರತೆಯೊಂದಿಗೆ ಹೆಚ್ಚಿನ ಆರ್ಥಿಕ ಬೆಳವಣಿಗೆಗೆ ಗಮನ ಕೇಂದ್ರೀಕರಿಸಿರುವ ಕೇಂದ್ರ ಬಜೆಟ್ 2026 ಮಂಡನೆಗೆ ಕ್ಷಣಗಣನೆ ಆರಂಭವಾಗಿದೆ. ಖಾಸಗಿ ಬಂಡವಾಳ ಮತ್ತು ಎಲ್ಲಾ ವಲಯಗಳಲ್ಲಿ ಉತ್ಪಾದಕತೆ ಹೆಚ್ಚಿಸುವ ಸುಧಾರಣೆಗಳೊಂದಿಗೆ ಸಾರ್ವಜನಿಕ ಹೂಡಿಕೆಯಲ್ಲಿ ಸಹಭಾಗಿತ್ವದೊಂದಿಗೆ ಭಾರತದ ಮಧ್ಯಮ ಅವಧಿಯ ಬೆಳವಣಿಗೆಯ ಪಥವನ್ನು ಬಲಪಡಿಸಲು ಸರ್ಕಾರ ಪ್ರಯತ್ನಿಸುತ್ತಿದೆ. ನಿರಂತರ ಬಂಡವಾಳ ವೆಚ್ಚ, ಮೂಲಸೌಕರ್ಯ ಮತ್ತು ಕಾರ್ಪೊರೇಟ್ ವಲಯದ ನಿರೀಕ್ಷೆಗಳು ಹೆಚ್ಚಾಗಿವೆ.: [8, 1277, 162, 1403]
paragraph: ಎನ್.ಎಂ.ಎಂ.ಎಸ್ ಪರೀಕ್ಷೆಯು ಫೆ. 1ರ ಬೆಳಿಗ್ಗೆ 10.30 ರಿಂದ ಮಧ್ಯಾಹ್ನ 12 ಗಂಟೆಯವರೆಗೆ ಮತ್ತು ಮಧ್ಯಾಹ್ನ 2 ರಿಂದ 3.30 ಗಂಟೆಯವರೆಗೆ ಕೊಪ್ಪಳ ಜಿಲ್ಲೆಯ ಒಟ್ಟು 21 ಪರೀಕ್ಷಾ ಕೇಂದ್ರಗಳಲ್ಲಿ ಜರುಗಲಿದ್ದು, ಪರೀಕ್ಷೆಗಳನ್ನು ಸುಗಮ ಮತ್ತು ಶಾಂತಿಯುತವಾಗಿ ನಡೆಸುವ ಉದ್ದೇಶದಿಂದ ಪರೀಕ್ಷಾ ಕೇಂದ್ರಗಳ ಸುತ್ತ 100 ಮೀಟರ್ ಅಂತರದ ಪ್ರದೇಶದಲ್ಲಿ ಭಾರತೀಯ ನಾಗರಿಕ ಸುರಕ್ಷಾ ಸಂಹಿತೆ 2023ರ ಕಲಂ 163 ರನ್ವಯ ನಿಷೇಧಾಜ್ಞೆ ಜಾರಿಗೊಳಿಸಲಾಗಿದೆ.: [602, 516, 762, 639]
paragraph: ಸರ್ಕಾರದ ಆದೇಶ ಸಂಖ್ಯೆ: ಸಿಒ 336 ಎಂಆರ್‌ಇ 2025 ಬೆಂಗಳೂರು, ದಿನಾಂಕ:29/01/2026 ಸನ್ 2025-26ನೇ ಸಾಲಿನ ಹಿಂಗಾರು ಹಂಗಾಮಿನಲ್ಲಿ ಕೇಂದ್ರ ಸರ್ಕಾರದ ಬೆಂಬಲ ಬೆಲೆ ಯೋಜನೆಯಡಿಯಲ್ಲಿ ಕೇಂದ್ರ ಸರ್ಕಾರವು ನಿಗದಿಪಡಿಸಿರುವ ಬೆಂಬಲ ಬೆಲೆ ದರ ಪ್ರತಿ ಕ್ವಿಂಟಾಲ್‌ಗೆ ರೂ. 5,875 ರಂತೆ ಎಫ್.ಎ.ಕ್ಯೂ ಗುಣಮಟ್ಟದ ಕಡಲೇಕಾಳನ್ನು ಖರೀದಿಸಲು ಜಿಲ್ಲೆಯಲ್ಲಿ ನೋಂದಣಿ ಕೇಂದ್ರಗಳನ್ನು ಪ್ರಾರಂಭಿಸಲಾಗುತ್ತಿದೆ. ಪ್ರತಿ ಎಕರೆಗೆ 4 ಕ್ವಿಂಟಾಲ್‌ನಂತೆ ಒಬ್ಬ ರೈತರಿಂದ ಗರಿಷ್ಠ 40 ಕ್ವಿಂಟಾಲ್‌ವರೆಗೆ ಖರೀದಿಸಲಾಗುವುದು.: [8, 1014, 200, 1124]
paragraph: *ನೋಂದಣಿ ಅಧಿಕಾರಿಗಳ ವಿವರ: ಮುದ್ದಾಬಳ್ಳಿ ಕೇಂದ್ರ-ಪಿಎಸಿಎಸ್ ಕಾರ್ಯದರ್ಶಿ ಮೊ.ನಂ: 9902224089, ಕಡಲೇಕಾಳು ಖರೀದಿ ನೋಂದಣಿ ಕೇಂದ್ರಗಳಲ್ಲಿ ರೈತರು ತಮ್ಮ ಫ್ರೂಟ್ಸ್ ಐಡಿ ಹಾಗೂ ಆಧಾರ್ ಸಂಖ್ಯೆಯೊಂದಿಗೆ ನೋಂದಾಯಿಸಿಕೊಳ್ಳಬಹುದು. ಕೊಪ್ಪಳ ತಾಲ್ಲೂಕಿನ ಕೇಂದ್ರಗಳಿಗೆ ಕೃಷಿ ಉತ್ಪನ್ನ ಮಾರುಕಟ್ಟೆ ಸಮಿತಿಯ ಕಾರ್ಯದರ್ಶಿ ಅವರನ್ನು ಸಂಪರ್ಕಿಸಬಹುದು.: [206, 1038, 416, 1112]
masthead: ಹೊಸಪೇಟೆ ಟೈಮ್ಸ್: [411, 6, 534, 30]
